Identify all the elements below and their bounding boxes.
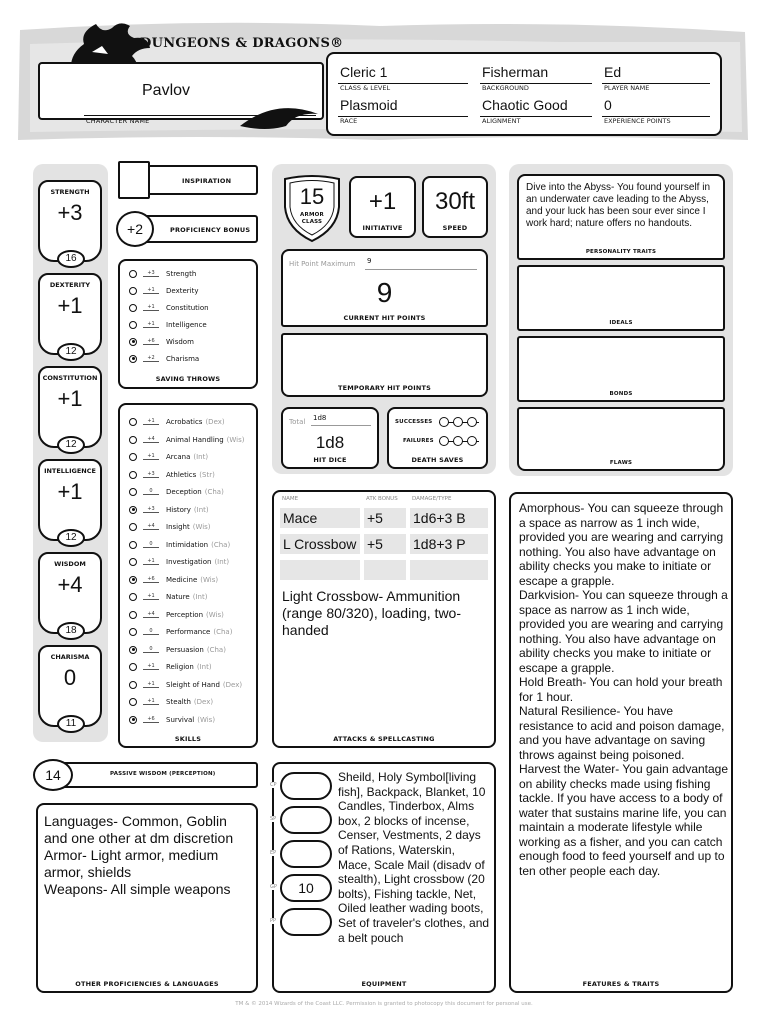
alignment-label: ALIGNMENT: [482, 117, 521, 125]
skill-row[interactable]: [129, 501, 209, 518]
proficiency-marker[interactable]: [129, 471, 137, 479]
proficiency-marker[interactable]: [129, 488, 137, 496]
speed-value: 30ft: [434, 188, 476, 215]
coin-ep-label: EP: [270, 850, 277, 856]
failure-checks[interactable]: [439, 435, 479, 447]
skill-name: Medicine: [166, 575, 198, 584]
coin-sp-label: SP: [270, 816, 277, 822]
death-saves-box: [387, 407, 488, 469]
ability-modifier: +1: [57, 293, 83, 318]
save-bonus: +6: [143, 338, 159, 345]
coin-cp[interactable]: [280, 772, 332, 800]
skill-name: Animal Handling: [166, 435, 224, 444]
initiative-box[interactable]: [349, 176, 416, 238]
other-proficiencies-box[interactable]: [36, 803, 258, 993]
other-proficiencies-text: Languages- Common, Goblin and one other at dm discretion Armor- Light armor, medium armor, shields Weapons- All simple weapons: [44, 813, 234, 897]
save-name: Constitution: [166, 303, 209, 312]
skill-row[interactable]: [129, 448, 208, 465]
hit-dice-total-label: Total: [289, 418, 306, 426]
personality-traits-label: PERSONALITY TRAITS: [585, 249, 657, 255]
saving-throw-row[interactable]: [129, 316, 207, 333]
skill-ability: (Int): [196, 662, 212, 671]
copyright-footer: TM & © 2014 Wizards of the Coast LLC. Permission is granted to photocopy this document for personal use.: [235, 1001, 533, 1007]
save-bonus: +1: [143, 287, 159, 294]
race-value[interactable]: Plasmoid: [340, 97, 398, 113]
flaws-label: FLAWS: [609, 460, 633, 466]
ability-modifier: +1: [57, 479, 83, 504]
speed-label: SPEED: [442, 224, 468, 232]
proficiency-marker[interactable]: [129, 355, 137, 363]
inspiration-checkbox[interactable]: [118, 161, 150, 199]
proficiency-marker[interactable]: [129, 321, 137, 329]
initiative-value: +1: [368, 188, 397, 215]
attack-bonus[interactable]: +5: [364, 508, 406, 528]
ideals-label: IDEALS: [609, 320, 633, 326]
attacks-title: ATTACKS & SPELLCASTING: [333, 735, 435, 743]
skill-bonus: +1: [143, 418, 159, 425]
proficiency-label: PROFICIENCY BONUS: [170, 226, 251, 234]
xp-value[interactable]: 0: [604, 97, 612, 113]
ability-constitution[interactable]: [38, 366, 102, 448]
save-name: Strength: [166, 269, 197, 278]
skill-ability: (Int): [192, 592, 208, 601]
skill-ability: (Wis): [206, 610, 224, 619]
background-label: BACKGROUND: [482, 84, 529, 92]
skill-name: Religion: [166, 662, 194, 671]
skill-ability: (Wis): [226, 435, 245, 444]
skill-bonus: +4: [143, 611, 159, 618]
skills-title: SKILLS: [174, 735, 202, 743]
background-value[interactable]: Fisherman: [482, 64, 549, 80]
ability-name: STRENGTH: [50, 188, 90, 196]
player-name-label: PLAYER NAME: [604, 84, 650, 92]
xp-label: EXPERIENCE POINTS: [604, 117, 671, 125]
success-check-2[interactable]: [453, 417, 463, 427]
skill-name: Deception: [166, 487, 202, 496]
skill-ability: (Int): [214, 557, 230, 566]
current-hp-box[interactable]: [281, 249, 488, 327]
flaws-box[interactable]: [517, 407, 725, 471]
ability-modifier: +4: [57, 572, 83, 597]
ability-name: INTELLIGENCE: [44, 467, 96, 475]
skill-ability: (Wis): [197, 715, 216, 724]
saving-throw-row[interactable]: [129, 282, 198, 299]
ability-modifier: +1: [57, 386, 83, 411]
current-hp-value: 9: [376, 277, 393, 308]
save-bonus: +2: [143, 355, 159, 362]
alignment-value[interactable]: Chaotic Good: [482, 97, 568, 113]
ability-wisdom[interactable]: [38, 552, 102, 634]
coin-pp[interactable]: [280, 908, 332, 936]
class-level-value[interactable]: Cleric 1: [340, 64, 388, 80]
proficiency-marker[interactable]: [129, 338, 137, 346]
skill-row[interactable]: [129, 623, 232, 640]
success-checks[interactable]: [439, 416, 479, 428]
skill-bonus: 0: [143, 488, 159, 495]
saving-throws-box: [118, 259, 258, 389]
initiative-label: INITIATIVE: [362, 224, 403, 232]
skill-row[interactable]: [129, 658, 212, 675]
proficiency-marker[interactable]: [129, 304, 137, 312]
coin-ep[interactable]: [280, 840, 332, 868]
save-name: Dexterity: [166, 286, 199, 295]
proficiency-marker[interactable]: [129, 628, 137, 636]
attack-damage[interactable]: 1d6+3 B: [410, 508, 488, 528]
failure-check-1[interactable]: [439, 436, 449, 446]
failures-label: FAILURES: [403, 438, 434, 444]
skill-ability: (Cha): [213, 627, 233, 636]
success-check-1[interactable]: [439, 417, 449, 427]
skill-name: Persuasion: [166, 645, 204, 654]
proficiency-marker[interactable]: [129, 558, 137, 566]
class-level-label: CLASS & LEVEL: [340, 84, 391, 92]
skill-name: Stealth: [166, 697, 191, 706]
skill-row[interactable]: [129, 641, 226, 658]
temp-hp-label: TEMPORARY HIT POINTS: [337, 384, 432, 392]
features-title: FEATURES & TRAITS: [582, 980, 660, 988]
attack-name[interactable]: Mace: [280, 508, 360, 528]
hit-dice-label: HIT DICE: [313, 456, 347, 464]
proficiency-marker[interactable]: [129, 593, 137, 601]
proficiency-marker[interactable]: [129, 646, 137, 654]
current-hp-label: CURRENT HIT POINTS: [343, 314, 426, 322]
skill-ability: (Str): [199, 470, 215, 479]
save-bonus: +1: [143, 304, 159, 311]
skill-bonus: 0: [143, 646, 159, 653]
hit-dice-total-value[interactable]: 1d8: [313, 414, 327, 422]
ability-name: DEXTERITY: [49, 281, 91, 289]
proficiency-marker[interactable]: [129, 716, 137, 724]
skill-name: Intimidation: [166, 540, 209, 549]
proficiency-marker[interactable]: [129, 611, 137, 619]
ability-score[interactable]: 11: [57, 715, 85, 733]
skill-row[interactable]: [129, 536, 230, 553]
equipment-title: EQUIPMENT: [361, 980, 407, 988]
proficiency-marker[interactable]: [129, 453, 137, 461]
proficiency-marker[interactable]: [129, 698, 137, 706]
skill-ability: (Wis): [200, 575, 219, 584]
skill-row[interactable]: [129, 466, 215, 483]
proficiency-marker[interactable]: [129, 681, 137, 689]
saving-throws-title: SAVING THROWS: [155, 375, 221, 383]
coin-gp[interactable]: 10: [280, 874, 332, 902]
character-name-label: CHARACTER NAME: [86, 117, 150, 125]
proficiency-marker[interactable]: [129, 541, 137, 549]
skill-bonus: +4: [143, 436, 159, 443]
attack-name[interactable]: [280, 560, 360, 580]
skill-bonus: +1: [143, 663, 159, 670]
ability-score[interactable]: 18: [57, 622, 85, 640]
character-name-value[interactable]: Pavlov: [142, 82, 191, 99]
skill-bonus: +6: [143, 716, 159, 723]
attack-bonus[interactable]: [364, 560, 406, 580]
bonds-label: BONDS: [609, 391, 633, 397]
save-name: Intelligence: [166, 320, 207, 329]
proficiency-marker[interactable]: [129, 287, 137, 295]
skill-name: Performance: [166, 627, 211, 636]
save-name: Charisma: [166, 354, 200, 363]
saving-throw-row[interactable]: [129, 333, 194, 350]
skill-ability: (Cha): [206, 645, 226, 654]
skill-row[interactable]: [129, 588, 207, 605]
skill-bonus: +3: [143, 506, 159, 513]
passive-wisdom-value[interactable]: 14: [33, 759, 73, 791]
equipment-box: [272, 762, 496, 993]
skill-row[interactable]: [129, 431, 244, 448]
attack-damage[interactable]: 1d8+3 P: [410, 534, 488, 554]
skills-box: [118, 403, 258, 748]
skill-name: Acrobatics: [166, 417, 203, 426]
ideals-box[interactable]: [517, 265, 725, 331]
logo-text: DUNGEONS & DRAGONS®: [140, 36, 344, 51]
skill-row[interactable]: [129, 676, 242, 693]
personality-traits-box[interactable]: [517, 174, 725, 260]
skill-row[interactable]: [129, 518, 211, 535]
equipment-text[interactable]: Sheild, Holy Symbol[living fish], Backpack, Blanket, 10 Candles, Tinderbox, Alms box, 2 blocks of incense, Censer, Vestments, 2 days of Rations, Waterskin, Mace, Scale Mail (disadv of stealth), Light crossbow (20 bolts), Fishing tackle, Net, Oiled leather wading boots, Set of traveler's clothes, and a belt pouch: [338, 770, 490, 945]
skill-row[interactable]: [129, 413, 225, 430]
ability-score[interactable]: 12: [57, 436, 85, 454]
hit-dice-box[interactable]: [281, 407, 379, 469]
successes-label: SUCCESSES: [395, 419, 433, 425]
attack-bonus[interactable]: +5: [364, 534, 406, 554]
temp-hp-box[interactable]: [281, 333, 488, 397]
other-proficiencies-title: OTHER PROFICIENCIES & LANGUAGES: [75, 980, 219, 988]
save-bonus: +1: [143, 321, 159, 328]
skill-row[interactable]: [129, 693, 213, 710]
skill-name: Investigation: [166, 557, 212, 566]
skill-ability: (Cha): [204, 487, 224, 496]
skill-bonus: 0: [143, 541, 159, 548]
coin-cp-label: CP: [270, 782, 277, 788]
skill-bonus: 0: [143, 628, 159, 635]
skill-row[interactable]: [129, 711, 215, 728]
proficiency-value[interactable]: +2: [116, 211, 154, 247]
features-text: Amorphous- You can squeeze through a space as narrow as 1 inch wide, provided you are wearing and carrying nothing. You also have advantage on ability checks you make to initiate or escape a grapple. Darkvision- You can squeeze through a space as narrow as 1 inch wide, provided you are wearing and carrying nothing. You also have advantage on ability checks you make to initiate or escape a grapple. Hold Breath- You can hold your breath for 1 hour. Natural Resilience- You have resistance to acid and poison damage, and you have advantage on saving throws against being poisoned. Harvest the Water- You gain advantage on ability checks made using fishing tackle. If you have access to a body of water that sustains marine life, you can maintain a moderate lifestyle while working as a fisher, and you can catch enough food to feed yourself and up to ten other people each day.: [519, 501, 729, 878]
bonds-box[interactable]: [517, 336, 725, 402]
proficiency-marker[interactable]: [129, 663, 137, 671]
armor-class-label: ARMOR CLASS: [300, 212, 324, 225]
saving-throw-row[interactable]: [129, 350, 199, 367]
hp-max-value[interactable]: 9: [367, 257, 372, 265]
success-check-3[interactable]: [467, 417, 477, 427]
coin-gp-label: GP: [270, 884, 277, 890]
skill-name: Athletics: [166, 470, 197, 479]
attacks-notes[interactable]: Light Crossbow- Ammunition (range 80/320), loading, two-handed: [282, 588, 461, 638]
skill-ability: (Wis): [192, 522, 211, 531]
skill-ability: (Dex): [205, 417, 225, 426]
attacks-box: [272, 490, 496, 748]
scroll-tail-icon: [236, 96, 326, 136]
ability-name: CONSTITUTION: [42, 374, 98, 382]
proficiency-marker[interactable]: [129, 418, 137, 426]
death-saves-label: DEATH SAVES: [411, 456, 464, 464]
ability-score[interactable]: 12: [57, 529, 85, 547]
ability-strength[interactable]: [38, 180, 102, 262]
skill-name: Insight: [166, 522, 190, 531]
armor-class-value[interactable]: 15: [299, 184, 325, 209]
skill-bonus: +1: [143, 681, 159, 688]
player-name-value[interactable]: Ed: [604, 64, 622, 80]
save-name: Wisdom: [166, 337, 194, 346]
ability-name: WISDOM: [54, 560, 86, 568]
skill-ability: (Cha): [211, 540, 231, 549]
skill-row[interactable]: [129, 606, 224, 623]
ability-modifier: +3: [57, 200, 83, 225]
skill-ability: (Dex): [193, 697, 214, 706]
skill-row[interactable]: [129, 483, 224, 500]
coin-pp-label: PP: [270, 918, 277, 924]
failure-check-3[interactable]: [467, 436, 477, 446]
saving-throw-row[interactable]: [129, 265, 196, 282]
passive-wisdom-label: PASSIVE WISDOM (PERCEPTION): [110, 771, 216, 777]
race-label: RACE: [340, 117, 358, 125]
skill-name: Survival: [166, 715, 195, 724]
attacks-header-bonus: ATK BONUS: [366, 496, 398, 502]
hp-max-label: Hit Point Maximum: [289, 260, 356, 268]
header: [0, 0, 768, 150]
skill-ability: (Int): [193, 505, 209, 514]
proficiency-marker[interactable]: [129, 576, 137, 584]
skill-bonus: +3: [143, 471, 159, 478]
proficiency-marker[interactable]: [129, 506, 137, 514]
proficiency-marker[interactable]: [129, 436, 137, 444]
skill-bonus: +1: [143, 453, 159, 460]
skill-ability: (Dex): [222, 680, 243, 689]
skill-name: Arcana: [166, 452, 191, 461]
attacks-header-damage: DAMAGE/TYPE: [412, 496, 452, 502]
skill-bonus: +4: [143, 523, 159, 530]
proficiency-marker[interactable]: [129, 270, 137, 278]
skill-name: Nature: [166, 592, 190, 601]
ability-charisma[interactable]: [38, 645, 102, 727]
saving-throw-row[interactable]: [129, 299, 209, 316]
proficiency-marker[interactable]: [129, 523, 137, 531]
attacks-header-name: NAME: [282, 496, 299, 502]
ability-modifier: 0: [63, 665, 77, 690]
ability-name: CHARISMA: [50, 653, 90, 661]
speed-box[interactable]: [422, 176, 488, 238]
skill-bonus: +6: [143, 576, 159, 583]
skill-name: Sleight of Hand: [166, 680, 220, 689]
skill-name: History: [166, 505, 191, 514]
ability-score[interactable]: 16: [57, 250, 85, 268]
personality-traits-text: Dive into the Abyss- You found yourself in an underwater cave leading to the Abyss, and your luck has been sour ever since I work hard; nature offers no handouts.: [526, 182, 711, 229]
failure-check-2[interactable]: [453, 436, 463, 446]
skill-name: Perception: [166, 610, 204, 619]
skill-ability: (Int): [193, 452, 209, 461]
skill-bonus: +1: [143, 593, 159, 600]
skill-row[interactable]: [129, 571, 218, 588]
skill-bonus: +1: [143, 698, 159, 705]
features-box[interactable]: [509, 492, 733, 993]
hit-dice-value: 1d8: [315, 433, 345, 452]
attack-damage[interactable]: [410, 560, 488, 580]
coin-sp[interactable]: [280, 806, 332, 834]
inspiration-label: INSPIRATION: [182, 177, 232, 185]
attack-name[interactable]: L Crossbow: [280, 534, 360, 554]
ability-score[interactable]: 12: [57, 343, 85, 361]
ability-dexterity[interactable]: [38, 273, 102, 355]
ability-intelligence[interactable]: [38, 459, 102, 541]
skill-row[interactable]: [129, 553, 229, 570]
skill-bonus: +1: [143, 558, 159, 565]
save-bonus: +3: [143, 270, 159, 277]
